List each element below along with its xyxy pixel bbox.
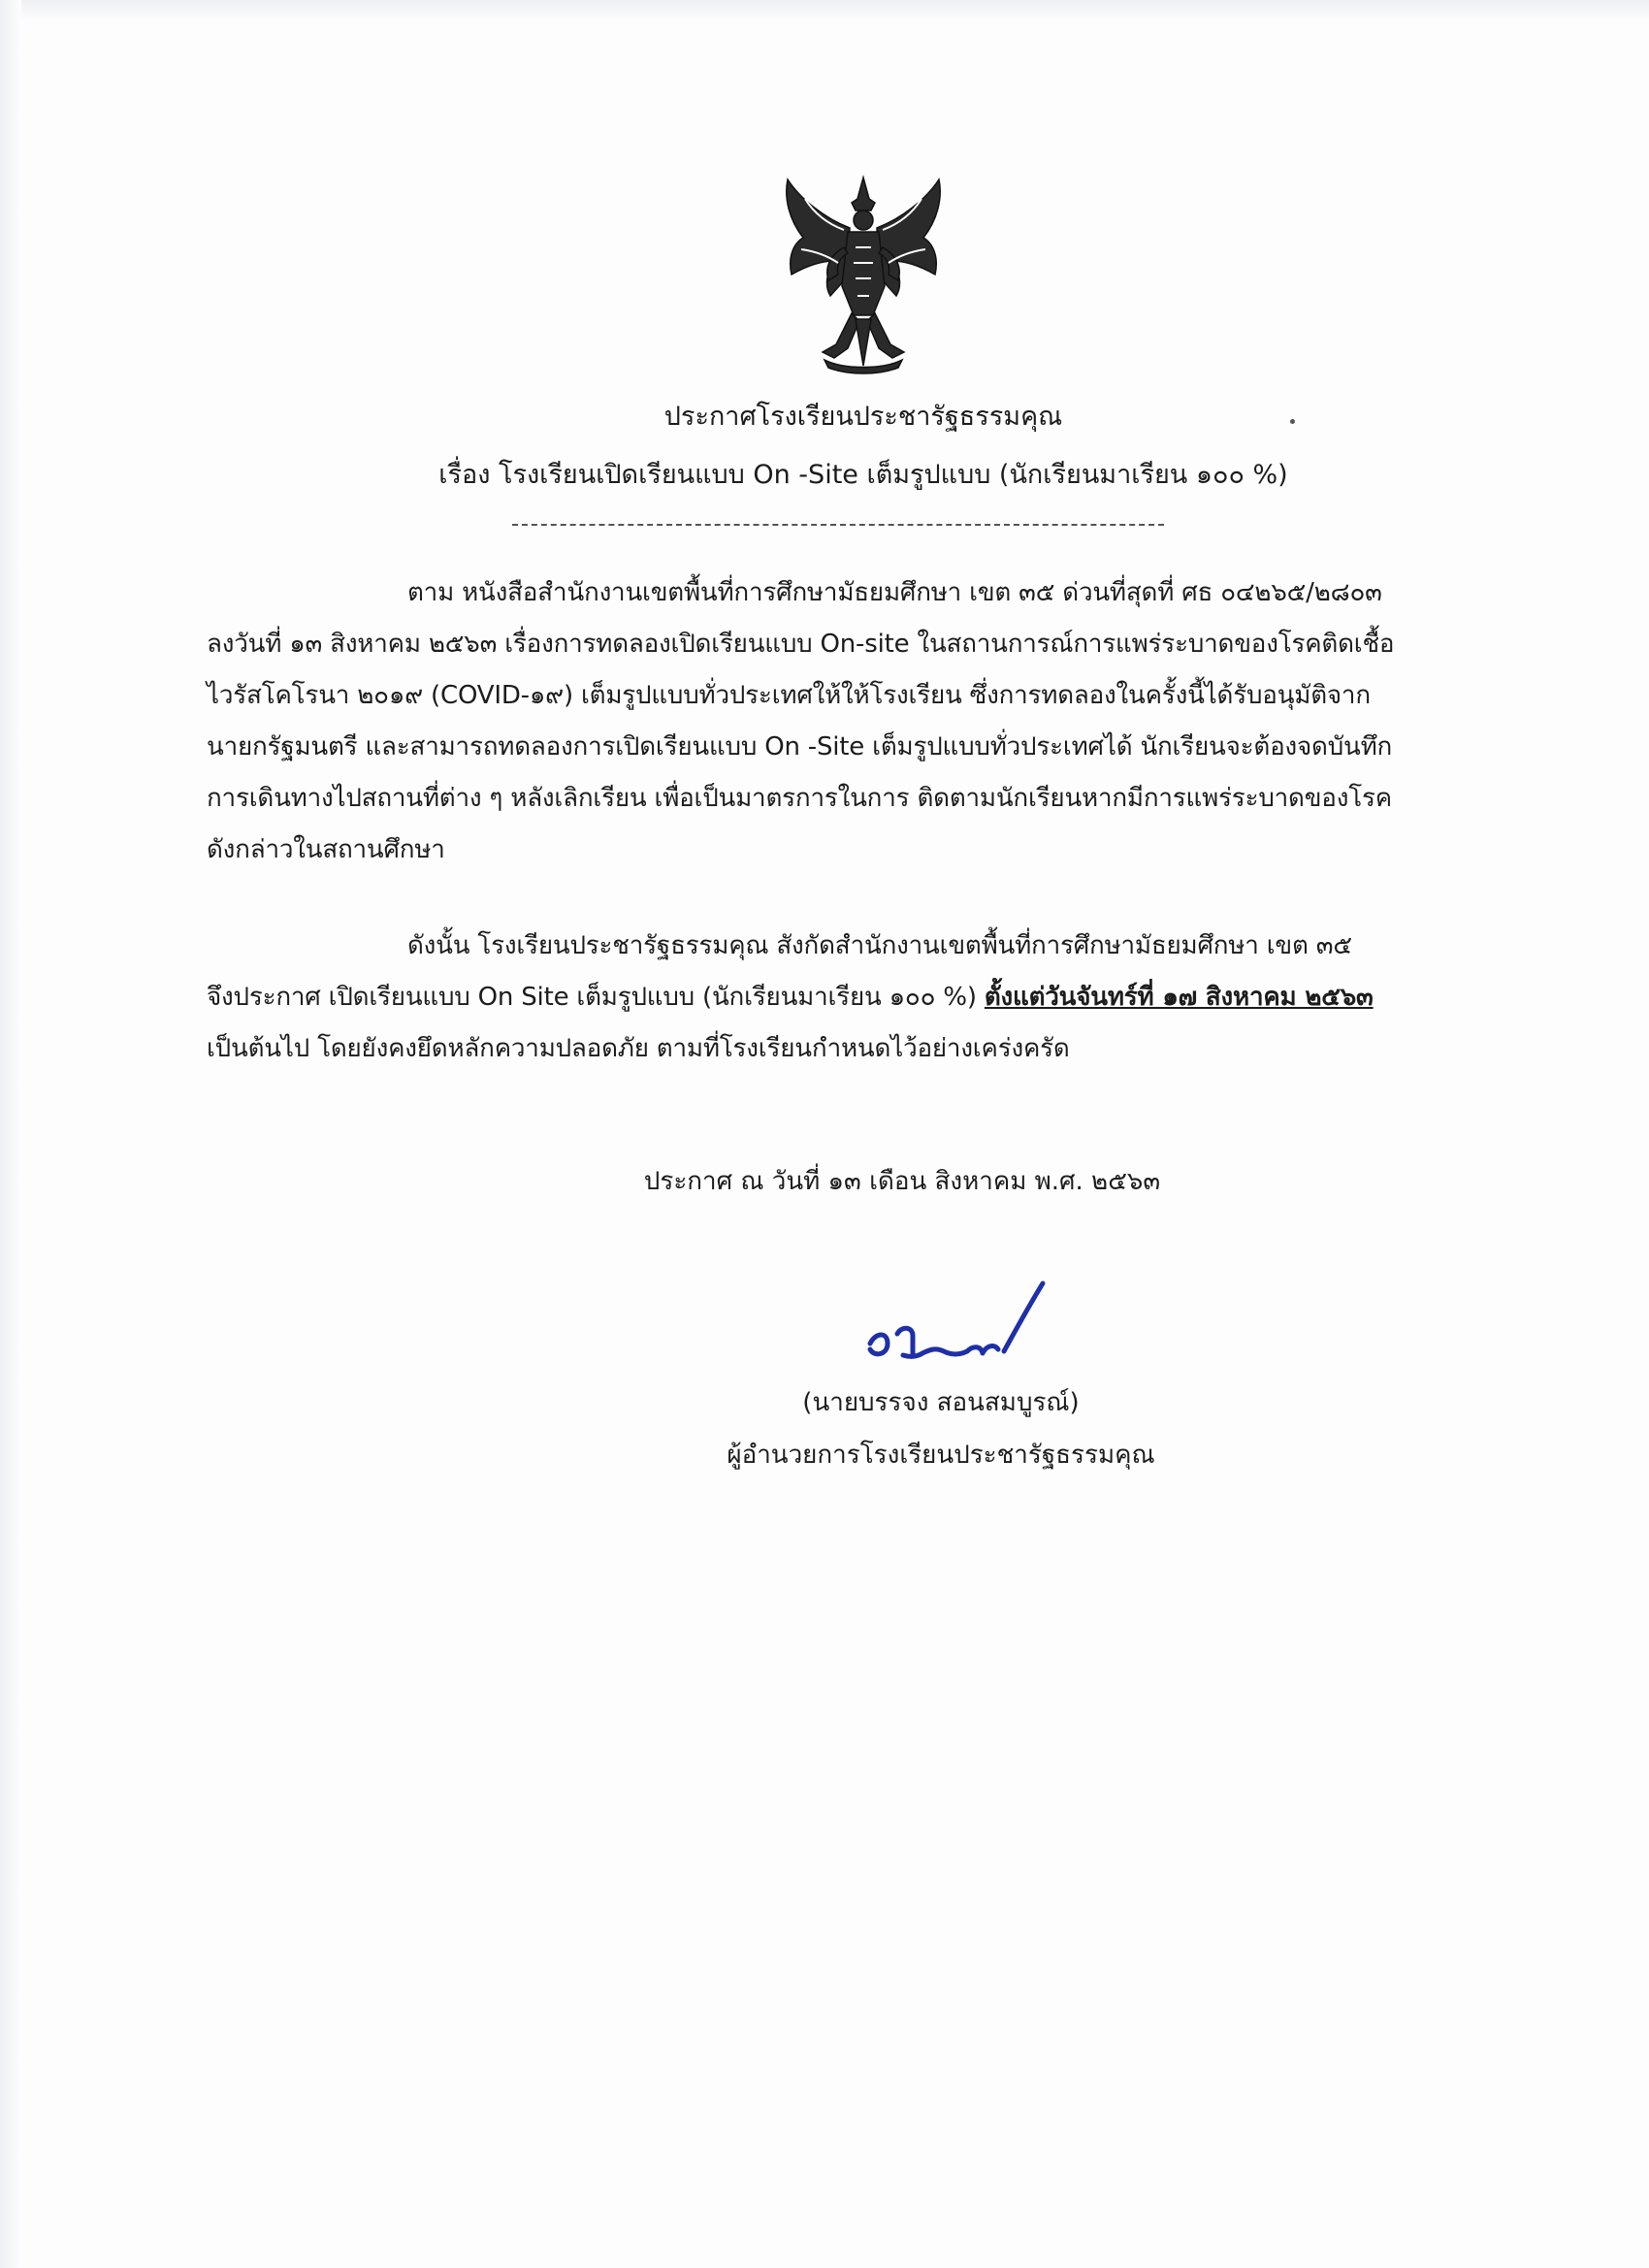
announcement-subject: เรื่อง โรงเรียนเปิดเรียนแบบ On -Site เต็มรูปแบบ (นักเรียนมาเรียน ๑๐๐ %) xyxy=(438,460,1288,490)
paragraph-2-text: จึงประกาศ เปิดเรียนแบบ On Site เต็มรูปแบบ (นักเรียนมาเรียน ๑๐๐ %) xyxy=(207,983,985,1012)
signatory-name: (นายบรรจง สอนสมบูรณ์) xyxy=(802,1388,1080,1417)
paragraph-1-line: ไวรัสโคโรนา ๒๐๑๙ (COVID-๑๙) เต็มรูปแบบทั่วประเทศให้ให้โรงเรียน ซึ่งการทดลองในครั้งนี้ได้รับอนุมัติจาก xyxy=(207,681,1371,710)
garuda-emblem-icon xyxy=(766,160,960,383)
signatory-position: ผู้อำนวยการโรงเรียนประชารัฐธรรมคุณ xyxy=(727,1441,1155,1470)
scan-shadow-left xyxy=(0,0,21,2268)
paragraph-1-line: ลงวันที่ ๑๓ สิงหาคม ๒๕๖๓ เรื่องการทดลองเปิดเรียนแบบ On-site ในสถานการณ์การแพร่ระบาดของโรคติดเชื้อ xyxy=(207,630,1395,659)
paragraph-1-line: ตาม หนังสือสำนักงานเขตพื้นที่การศึกษามัธยมศึกษา เขต ๓๕ ด่วนที่สุดที่ ศธ ๐๔๒๖๕/๒๘๐๓ xyxy=(407,578,1382,607)
paragraph-1-line: ดังกล่าวในสถานศึกษา xyxy=(207,835,445,864)
paragraph-1-line: นายกรัฐมนตรี และสามารถทดลองการเปิดเรียนแบบ On -Site เต็มรูปแบบทั่วประเทศได้ นักเรียนจะต้องจดบันทึก xyxy=(207,732,1393,761)
paragraph-2-line xyxy=(207,980,1506,1015)
effective-date-emphasis: ตั้งแต่วันจันทร์ที่ ๑๗ สิงหาคม ๒๕๖๓ xyxy=(984,983,1374,1012)
announcement-title: ประกาศโรงเรียนประชารัฐธรรมคุณ xyxy=(663,402,1063,432)
header-divider xyxy=(512,524,1164,526)
paragraph-2-line: เป็นต้นไป โดยยังคงยึดหลักความปลอดภัย ตามที่โรงเรียนกำหนดไว้อย่างเคร่งครัด xyxy=(207,1034,1070,1063)
paragraph-2-line: ดังนั้น โรงเรียนประชารัฐธรรมคุณ สังกัดสำนักงานเขตพื้นที่การศึกษามัธยมศึกษา เขต ๓๕ xyxy=(407,931,1352,960)
scan-shadow-top xyxy=(0,0,1649,21)
handwritten-signature xyxy=(858,1276,1052,1382)
paragraph-1-line: การเดินทางไปสถานที่ต่าง ๆ หลังเลิกเรียน เพื่อเป็นมาตรการในการ ติดตามนักเรียนหากมีการแพร่ระบาดของโรค xyxy=(207,784,1392,813)
announcement-date: ประกาศ ณ วันที่ ๑๓ เดือน สิงหาคม พ.ศ. ๒๕๖๓ xyxy=(643,1167,1161,1196)
